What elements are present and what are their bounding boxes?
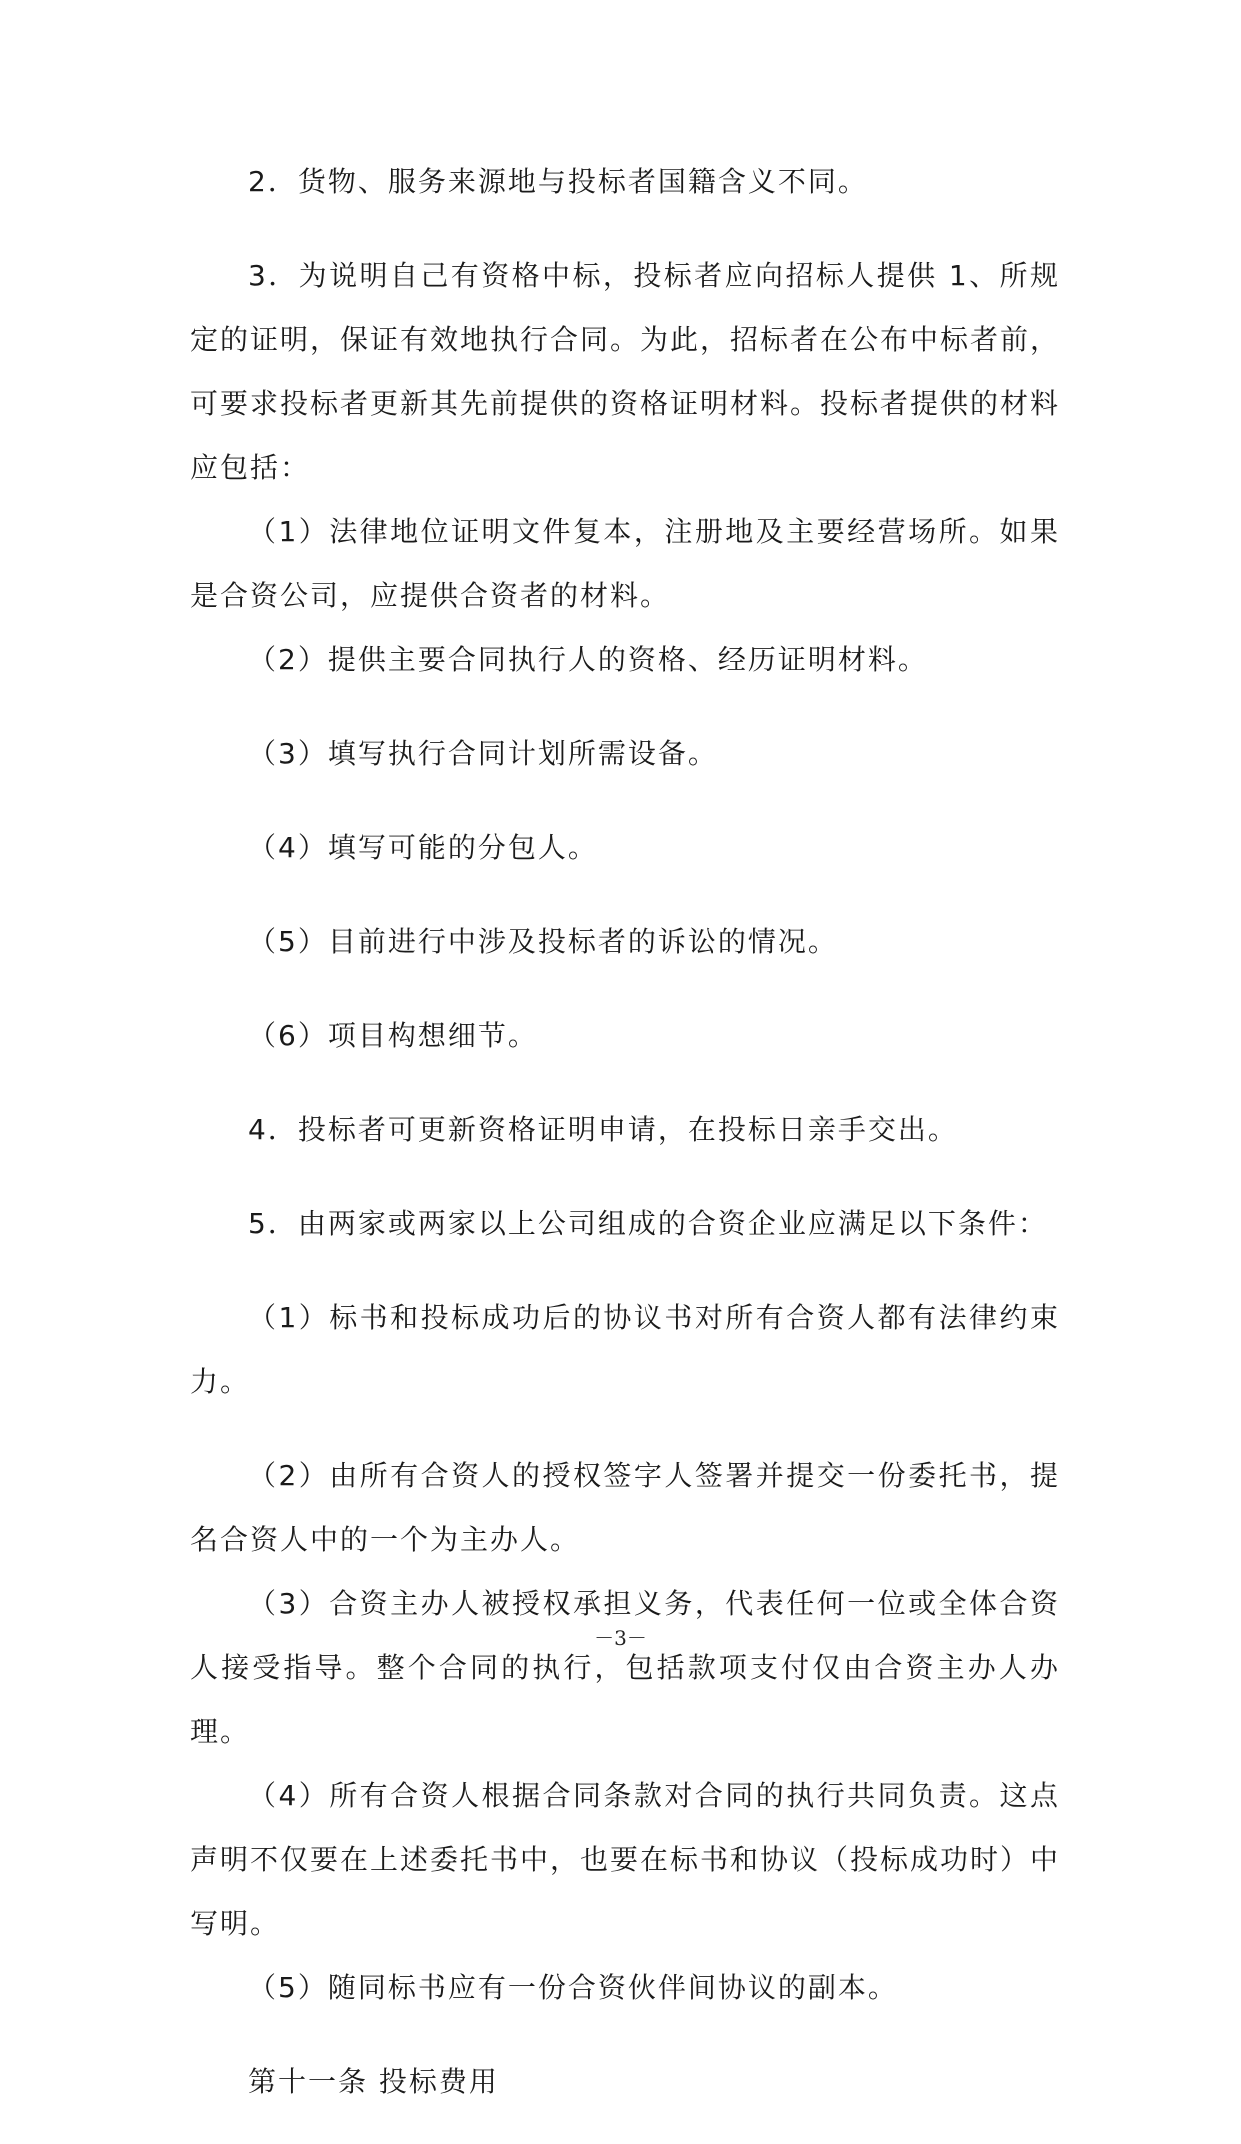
paragraph-4-update-application: 4．投标者可更新资格证明申请，在投标日亲手交出。 bbox=[248, 1113, 958, 1146]
list-item-equipment: （3）填写执行合同计划所需设备。 bbox=[248, 737, 718, 770]
page-number: －3－ bbox=[594, 1626, 647, 1650]
list-item-legal-status: （1）法律地位证明文件复本，注册地及主要经营场所。如果是合资公司，应提供合资者的材料。 bbox=[190, 515, 1060, 612]
jv-item-power-of-attorney: （2）由所有合资人的授权签字人签署并提交一份委托书，提名合资人中的一个为主办人。 bbox=[190, 1459, 1060, 1556]
list-item-subcontractors: （4）填写可能的分包人。 bbox=[248, 831, 598, 864]
jv-item-lead-partner: （3）合资主办人被授权承担义务，代表任何一位或全体合资人接受指导。整个合同的执行，包括款项支付仅由合资主办人办理。 bbox=[190, 1587, 1060, 1748]
paragraph-3-qualification: 3．为说明自己有资格中标，投标者应向招标人提供 1、所规定的证明，保证有效地执行合同。为此，招标者在公布中标者前，可要求投标者更新其先前提供的资格证明材料。投标者提供的材料应包括： bbox=[190, 259, 1061, 484]
list-item-litigation: （5）目前进行中涉及投标者的诉讼的情况。 bbox=[248, 925, 838, 958]
document-body bbox=[190, 150, 1060, 2144]
list-item-project-concept: （6）项目构想细节。 bbox=[248, 1019, 538, 1052]
paragraph-2-goods-origin: 2．货物、服务来源地与投标者国籍含义不同。 bbox=[248, 165, 868, 198]
jv-item-agreement-copy: （5）随同标书应有一份合资伙伴间协议的副本。 bbox=[248, 1971, 898, 2004]
jv-item-joint-liability: （4）所有合资人根据合同条款对合同的执行共同负责。这点声明不仅要在上述委托书中，也要在标书和协议（投标成功时）中写明。 bbox=[190, 1779, 1061, 1940]
jv-item-binding: （1）标书和投标成功后的协议书对所有合资人都有法律约束力。 bbox=[190, 1301, 1060, 1398]
list-item-executor-qualification: （2）提供主要合同执行人的资格、经历证明材料。 bbox=[248, 643, 928, 676]
article-11-heading: 第十一条 投标费用 bbox=[248, 2065, 499, 2098]
paragraph-5-joint-venture: 5．由两家或两家以上公司组成的合资企业应满足以下条件： bbox=[248, 1207, 1048, 1240]
